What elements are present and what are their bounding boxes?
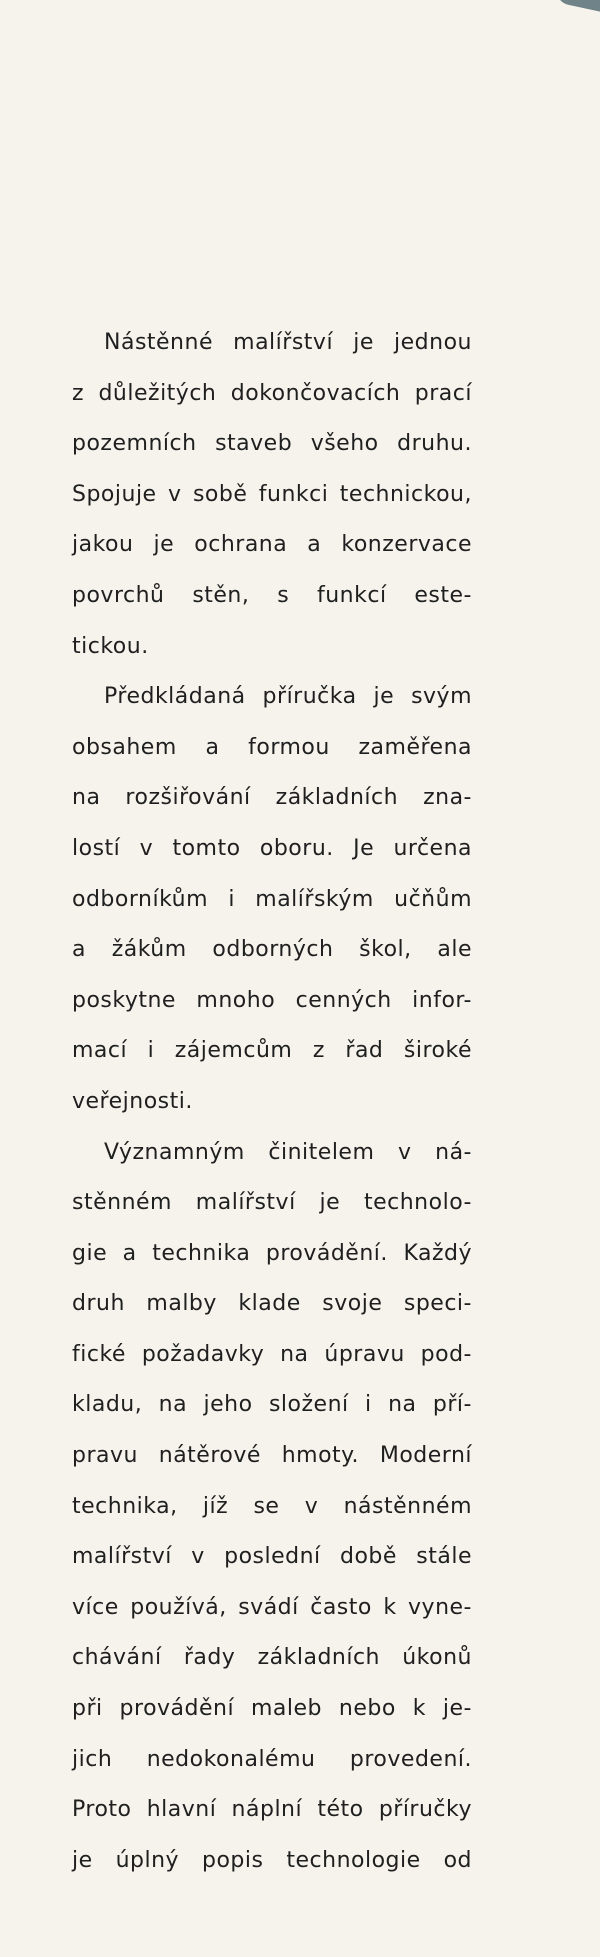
text-line: veřejnosti. [72, 1088, 193, 1114]
paragraph-3 [72, 1128, 472, 1887]
text-line: kladu, na jeho složení i na pří- [72, 1392, 472, 1418]
text-line: chávání řady základních úkonů [72, 1645, 472, 1671]
body-text [72, 318, 472, 1886]
text-line: při provádění maleb nebo k je- [72, 1696, 472, 1722]
text-line: stěnném malířství je technolo- [72, 1190, 472, 1216]
text-line: technika, jíž se v nástěnném [72, 1493, 472, 1519]
text-line: Proto hlavní náplní této příručky [72, 1797, 472, 1823]
text-line: druh malby klade svoje speci- [72, 1291, 472, 1317]
text-line: na rozšiřování základních zna- [72, 785, 472, 811]
text-line: malířství v poslední době stále [72, 1544, 472, 1570]
text-line: tickou. [72, 633, 149, 659]
text-line: povrchů stěn, s funkcí este- [72, 582, 472, 608]
text-line: mací i zájemcům z řad široké [72, 1038, 472, 1064]
text-line: je úplný popis technologie od [72, 1847, 472, 1873]
text-line: pozemních staveb všeho druhu. [72, 431, 472, 457]
text-line: Spojuje v sobě funkci technickou, [72, 481, 472, 507]
text-line: odborníkům i malířským učňům [72, 886, 472, 912]
text-line: poskytne mnoho cenných infor- [72, 987, 472, 1013]
text-line: a žákům odborných škol, ale [72, 937, 472, 963]
text-line: více používá, svádí často k vyne- [72, 1594, 472, 1620]
text-line: lostí v tomto oboru. Je určena [72, 835, 472, 861]
text-line: pravu nátěrové hmoty. Moderní [72, 1443, 472, 1469]
text-line: obsahem a formou zaměřena [72, 734, 472, 760]
text-line: gie a technika provádění. Každý [72, 1240, 472, 1266]
paragraph-2 [72, 672, 472, 1127]
text-line: jakou je ochrana a konzervace [72, 532, 472, 558]
text-line: Nástěnné malířství je jednou [104, 330, 472, 355]
text-line: z důležitých dokončovacích prací [72, 380, 472, 406]
text-line: fické požadavky na úpravu pod- [72, 1341, 472, 1367]
text-line: Významným činitelem v ná- [104, 1139, 472, 1165]
paragraph-1 [72, 318, 472, 672]
text-line: Předkládaná příručka je svým [104, 684, 472, 710]
corner-decoration [553, 0, 600, 14]
text-line: jich nedokonalému provedení. [72, 1746, 472, 1772]
